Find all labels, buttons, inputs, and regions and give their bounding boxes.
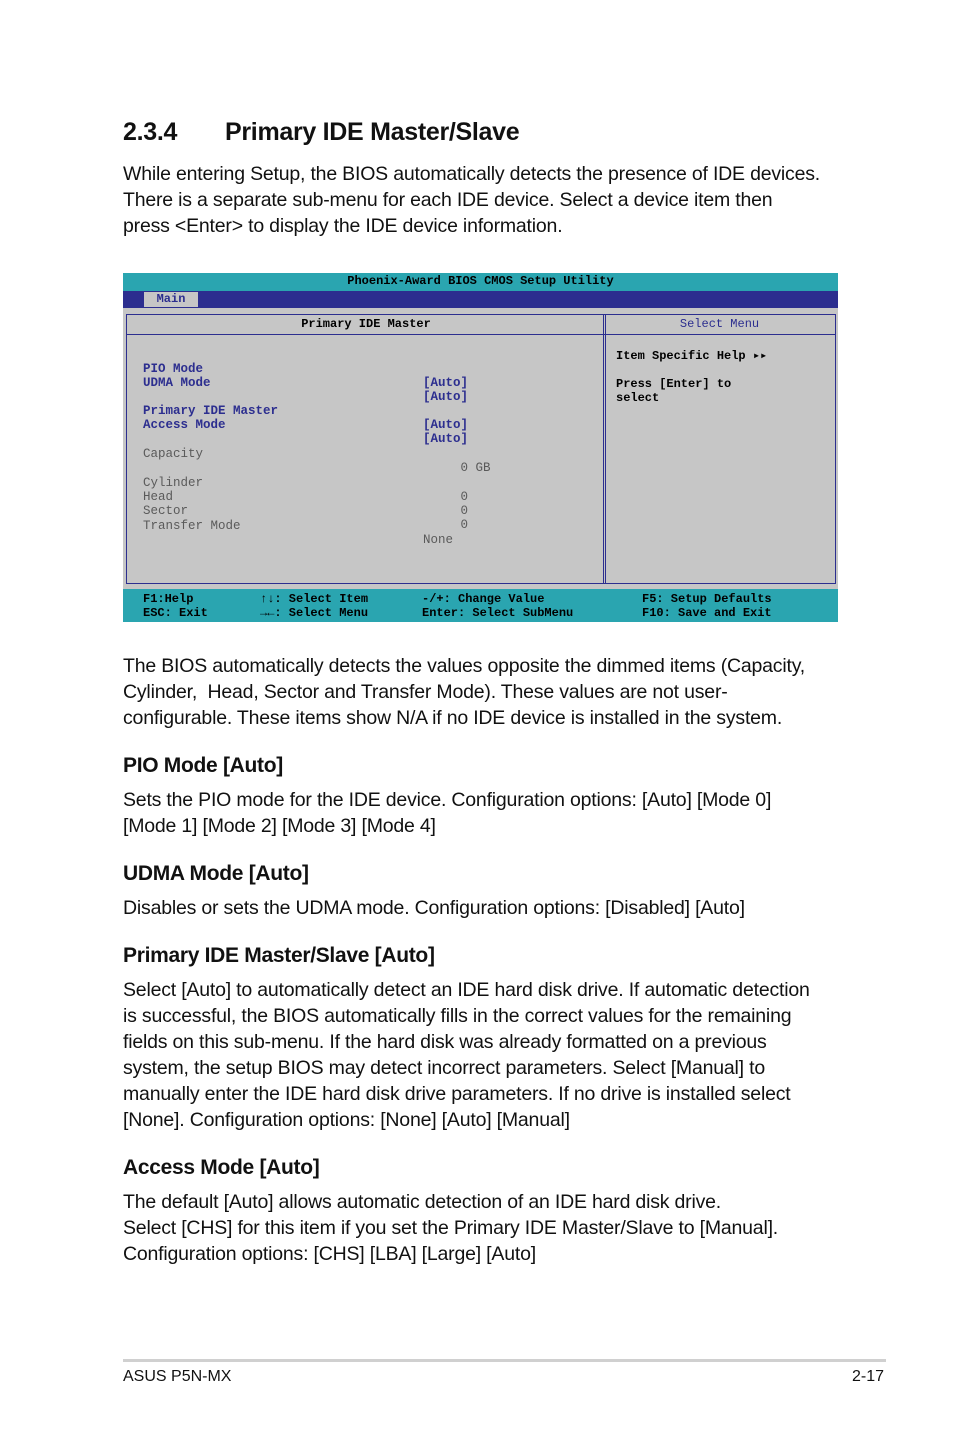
help-title: Select Menu bbox=[604, 315, 835, 335]
key-change-value: -/+: Change Value bbox=[422, 592, 545, 606]
option-value: [Auto] bbox=[423, 418, 469, 432]
info-value: 0 GB bbox=[423, 461, 491, 475]
option-label: UDMA Mode bbox=[143, 376, 211, 390]
text-line: While entering Setup, the BIOS automatically detects the presence of IDE devices. bbox=[123, 163, 821, 185]
heading-pio-mode: PIO Mode [Auto] bbox=[123, 754, 283, 777]
text-line: fields on this sub-menu. If the hard disk was already formatted on a previous bbox=[123, 1031, 767, 1053]
key-setup-defaults: F5: Setup Defaults bbox=[642, 592, 772, 606]
text-line: Sets the PIO mode for the IDE device. Configuration options: [Auto] [Mode 0] bbox=[123, 789, 772, 811]
key-save-exit: F10: Save and Exit bbox=[642, 606, 772, 620]
text-line: is successful, the BIOS automatically fills in the correct values for the remaining bbox=[123, 1005, 792, 1027]
text-line: Select [Auto] to automatically detect an IDE hard disk drive. If automatic detection bbox=[123, 979, 810, 1001]
key-select-item: ↑↓: Select Item bbox=[260, 592, 369, 606]
info-transfer-mode bbox=[143, 505, 583, 547]
text-line: press <Enter> to display the IDE device information. bbox=[123, 215, 563, 237]
text-line: Configuration options: [CHS] [LBA] [Large] [Auto] bbox=[123, 1243, 536, 1265]
text-line: Disables or sets the UDMA mode. Configuration options: [Disabled] [Auto] bbox=[123, 897, 745, 919]
text-line: [None]. Configuration options: [None] [Auto] [Manual] bbox=[123, 1109, 570, 1131]
option-value: [Auto] bbox=[423, 432, 469, 446]
option-value: [Auto] bbox=[423, 390, 469, 404]
option-udma-mode[interactable] bbox=[143, 362, 583, 404]
info-value: 0 bbox=[423, 504, 469, 518]
text-line: [Mode 1] [Mode 2] [Mode 3] [Mode 4] bbox=[123, 815, 436, 837]
bios-title: Phoenix-Award BIOS CMOS Setup Utility bbox=[123, 273, 838, 291]
info-value: 0 bbox=[423, 518, 469, 532]
info-value: None bbox=[423, 533, 454, 547]
after-paragraph bbox=[123, 653, 843, 731]
section-heading: Primary IDE Master/Slave bbox=[225, 118, 520, 146]
option-label: Access Mode bbox=[143, 418, 226, 432]
key-f1-help: F1:Help bbox=[143, 592, 194, 606]
text-line: Select [CHS] for this item if you set the Primary IDE Master/Slave to [Manual]. bbox=[123, 1217, 779, 1239]
tab-main[interactable]: Main bbox=[144, 292, 198, 307]
text-line: The BIOS automatically detects the values opposite the dimmed items (Capacity, bbox=[123, 655, 806, 677]
key-select-submenu: Enter: Select SubMenu bbox=[422, 606, 574, 620]
bios-key-legend bbox=[123, 589, 838, 622]
option-value: [Auto] bbox=[423, 376, 469, 390]
info-label: Capacity bbox=[143, 447, 204, 461]
text-line: There is a separate sub-menu for each IDE device. Select a device item then bbox=[123, 189, 773, 211]
option-access-mode[interactable] bbox=[143, 404, 583, 446]
text-line: Cylinder, Head, Sector and Transfer Mode). These values are not user- bbox=[123, 681, 728, 703]
bios-screenshot bbox=[123, 273, 838, 622]
info-label: Sector bbox=[143, 504, 189, 518]
option-label: Primary IDE Master bbox=[143, 404, 279, 418]
panel-title: Primary IDE Master bbox=[127, 315, 605, 335]
help-line: select bbox=[616, 391, 660, 405]
bios-menubar bbox=[123, 291, 838, 308]
info-capacity bbox=[143, 433, 583, 475]
access-mode-description bbox=[123, 1189, 843, 1267]
udma-mode-description bbox=[123, 895, 843, 921]
key-select-menu: →←: Select Menu bbox=[260, 606, 369, 620]
section-title bbox=[123, 118, 519, 147]
info-label: Head bbox=[143, 490, 174, 504]
text-line: configurable. These items show N/A if no IDE device is installed in the system. bbox=[123, 707, 783, 729]
page-number: 2-17 bbox=[852, 1368, 885, 1385]
primary-ide-description bbox=[123, 977, 843, 1133]
info-label: Transfer Mode bbox=[143, 519, 241, 533]
pio-mode-description bbox=[123, 787, 843, 839]
heading-access-mode: Access Mode [Auto] bbox=[123, 1156, 320, 1179]
text-line: system, the setup BIOS may detect incorrect parameters. Select [Manual] to bbox=[123, 1057, 765, 1079]
help-line: Item Specific Help ▸▸ bbox=[616, 349, 768, 363]
key-esc-exit: ESC: Exit bbox=[143, 606, 208, 620]
footer-product: ASUS P5N-MX bbox=[123, 1368, 232, 1385]
intro-paragraph bbox=[123, 161, 843, 239]
info-value: 0 bbox=[423, 490, 469, 504]
section-number: 2.3.4 bbox=[123, 118, 178, 146]
text-line: The default [Auto] allows automatic detection of an IDE hard disk drive. bbox=[123, 1191, 722, 1213]
footer-divider bbox=[123, 1359, 886, 1362]
info-label: Cylinder bbox=[143, 476, 204, 490]
text-line: manually enter the IDE hard disk drive parameters. If no drive is installed select bbox=[123, 1083, 791, 1105]
option-label: PIO Mode bbox=[143, 362, 204, 376]
options-panel bbox=[126, 314, 606, 584]
heading-primary-ide: Primary IDE Master/Slave [Auto] bbox=[123, 944, 435, 967]
heading-udma-mode: UDMA Mode [Auto] bbox=[123, 862, 309, 885]
help-panel bbox=[603, 314, 836, 584]
help-line: Press [Enter] to bbox=[616, 377, 732, 391]
